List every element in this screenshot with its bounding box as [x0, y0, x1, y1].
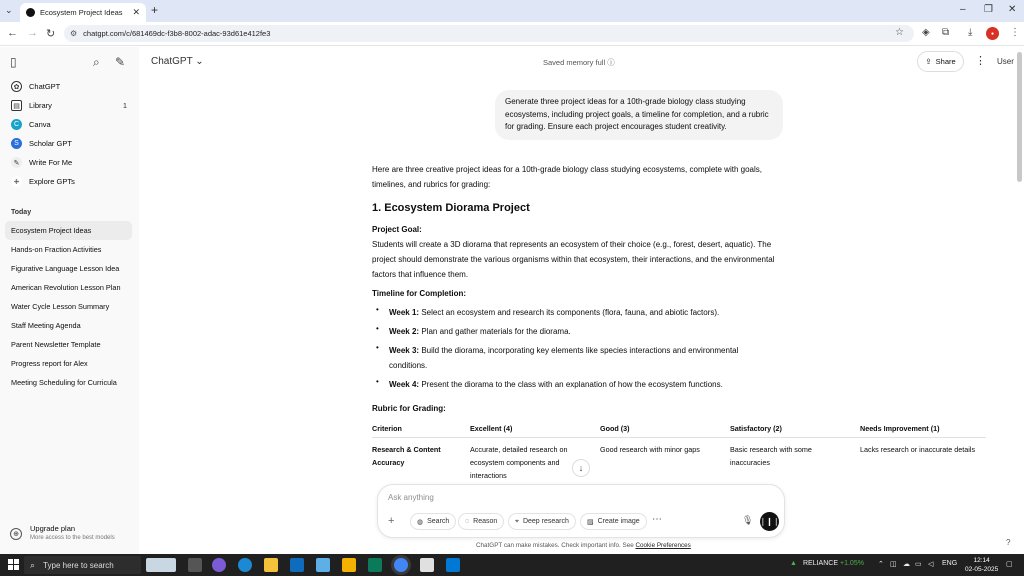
- project-heading: 1. Ecosystem Diorama Project: [372, 202, 530, 214]
- prompt-input[interactable]: Ask anything: [388, 493, 434, 502]
- search-icon: ⌕: [30, 559, 36, 570]
- forward-icon[interactable]: →: [27, 27, 38, 39]
- rubric-header: Excellent (4): [470, 424, 513, 433]
- rubric-cell: Research & Content Accuracy: [372, 445, 441, 467]
- globe-icon: ◍: [417, 518, 424, 526]
- canva-icon: C: [11, 119, 22, 130]
- sidebar-item-scholar-gpt[interactable]: [11, 138, 131, 149]
- file-explorer-icon[interactable]: [264, 558, 278, 572]
- toggle-sidebar-icon[interactable]: ▯: [10, 55, 17, 69]
- table-divider: [372, 437, 986, 438]
- upgrade-plan-button[interactable]: [10, 524, 115, 541]
- extension-icon[interactable]: ◈: [922, 27, 930, 38]
- timeline-item: [389, 305, 779, 320]
- tab-title: Ecosystem Project Ideas: [40, 8, 123, 17]
- share-button[interactable]: [917, 51, 964, 72]
- history-item[interactable]: Figurative Language Lesson Idea: [11, 264, 120, 273]
- scroll-down-button[interactable]: [572, 459, 590, 477]
- create-image-label: Create image: [597, 518, 640, 525]
- tray-app-icon[interactable]: ◫: [890, 561, 897, 568]
- create-image-button[interactable]: [580, 513, 647, 530]
- stock-name[interactable]: RELIANCE: [803, 560, 839, 567]
- timeline-item: [389, 377, 779, 392]
- close-tab-icon[interactable]: ✕: [132, 7, 140, 17]
- upgrade-subtitle: More access to the best models: [30, 535, 115, 541]
- write-icon: ✎: [11, 157, 22, 168]
- more-options-icon[interactable]: ⋮: [975, 55, 986, 67]
- restore-icon[interactable]: ❐: [984, 4, 993, 15]
- reason-button[interactable]: [458, 513, 504, 530]
- browser-tab[interactable]: [20, 3, 146, 22]
- timeline-item: [389, 324, 779, 339]
- copilot-icon[interactable]: [212, 558, 226, 572]
- stock-up-icon: ▲: [790, 560, 797, 567]
- bullet-icon: •: [376, 377, 379, 386]
- history-item[interactable]: Progress report for Alex: [11, 359, 88, 368]
- omnibox[interactable]: [64, 25, 914, 42]
- disclaimer-text: ChatGPT can make mistakes. Check important info. See: [476, 542, 634, 549]
- store-icon[interactable]: [420, 558, 434, 572]
- history-item[interactable]: Water Cycle Lesson Summary: [11, 302, 110, 311]
- minimize-icon[interactable]: –: [960, 4, 966, 15]
- arrow-down-icon: ↓: [578, 463, 584, 473]
- browser-menu-icon[interactable]: ⋮: [1010, 27, 1020, 38]
- model-name: ChatGPT: [151, 56, 193, 67]
- main-header: [139, 47, 1024, 77]
- sidebar-item-write-for-me[interactable]: [11, 157, 131, 168]
- voice-mode-button[interactable]: [760, 512, 779, 531]
- sticky-notes-icon[interactable]: [342, 558, 356, 572]
- excel-icon[interactable]: [368, 558, 382, 572]
- history-item[interactable]: Staff Meeting Agenda: [11, 321, 81, 330]
- info-icon: ⓘ: [607, 58, 615, 67]
- browser-tabbar: [0, 0, 1024, 22]
- memory-status[interactable]: [543, 57, 615, 68]
- week-label: Week 1:: [389, 308, 420, 317]
- reload-icon[interactable]: ↻: [46, 28, 56, 40]
- sidebar-item-label: Scholar GPT: [29, 139, 72, 148]
- windows-taskbar: [0, 554, 1024, 576]
- rubric-cell: Accurate, detailed research on ecosystem components and interactions: [470, 445, 568, 480]
- search-icon[interactable]: ⌕: [93, 55, 100, 69]
- notification-icon[interactable]: ▢: [1006, 561, 1013, 568]
- response-intro: Here are three creative project ideas for a 10th-grade biology class studying ecosystems, complete with goals, timelines, and rubrics for grading:: [372, 165, 762, 189]
- app-icon[interactable]: [316, 558, 330, 572]
- profile-avatar[interactable]: ●: [986, 27, 999, 40]
- user-message: Generate three project ideas for a 10th-grade biology class studying ecosystems, including project goals, a timeline for completion, and a rubric for grading. Ensure each project encourages student creativity.: [495, 90, 783, 140]
- cloud-icon[interactable]: ☁: [903, 561, 910, 568]
- back-icon[interactable]: ←: [7, 27, 18, 39]
- bullet-icon: •: [376, 324, 379, 333]
- chatgpt-favicon-icon: [26, 8, 35, 17]
- history-item[interactable]: Parent Newsletter Template: [11, 340, 101, 349]
- sidebar-item-label: ChatGPT: [29, 82, 61, 91]
- search-label: Search: [427, 518, 450, 525]
- windows-start-icon[interactable]: [8, 559, 19, 570]
- memory-text: Saved memory full: [543, 58, 606, 67]
- search-button[interactable]: [410, 513, 456, 530]
- user-label[interactable]: User: [997, 57, 1014, 66]
- rubric-header: Needs Improvement (1): [860, 424, 940, 433]
- bullet-icon: •: [376, 305, 379, 314]
- week-text: Present the diorama to the class with an explanation of how the ecosystem functions.: [421, 380, 723, 389]
- edge-icon[interactable]: [238, 558, 252, 572]
- download-icon[interactable]: ⤓: [968, 27, 973, 38]
- telescope-icon: ⌖: [515, 517, 519, 525]
- history-item[interactable]: American Revolution Lesson Plan: [11, 283, 121, 292]
- history-section-label: Today: [11, 209, 32, 216]
- sidebar-item-label: Write For Me: [29, 158, 73, 167]
- history-item[interactable]: Meeting Scheduling for Curricula: [11, 378, 117, 387]
- sidebar-item-label: Library: [29, 101, 52, 110]
- bullet-icon: •: [376, 343, 379, 352]
- disclaimer: [476, 542, 691, 549]
- history-item[interactable]: Hands-on Fraction Activities: [11, 245, 102, 254]
- lightbulb-icon: ◌: [465, 518, 470, 525]
- rubric-label: Rubric for Grading:: [372, 404, 446, 413]
- more-tools-icon[interactable]: ⋯: [652, 514, 662, 525]
- waveform-icon: ❘❙❘: [759, 517, 780, 526]
- history-item[interactable]: Ecosystem Project Ideas: [5, 221, 132, 240]
- sidebar-item-label: Explore GPTs: [29, 177, 75, 186]
- rubric-cell: Basic research with some inaccuracies: [730, 445, 812, 467]
- clock[interactable]: [965, 556, 998, 574]
- close-window-icon[interactable]: ✕: [1008, 4, 1017, 15]
- stock-change: +1.05%: [840, 560, 864, 567]
- sidebar-item-explore-gpts[interactable]: [11, 176, 131, 187]
- library-icon: ▤: [11, 100, 22, 111]
- sidebar-item-label: Canva: [29, 120, 51, 129]
- library-count: 1: [122, 101, 127, 110]
- rubric-cell: Lacks research or inaccurate details: [860, 445, 976, 454]
- rubric-header: Criterion: [372, 424, 402, 433]
- goal-label: Project Goal:: [372, 225, 422, 234]
- taskbar-search[interactable]: [24, 556, 141, 574]
- site-info-icon[interactable]: ⚙: [70, 29, 78, 38]
- volume-icon[interactable]: ◁: [928, 561, 934, 568]
- chatgpt-icon: ✿: [11, 81, 22, 92]
- week-text: Build the diorama, incorporating key elements like species interactions and environmental conditions.: [389, 346, 739, 370]
- week-text: Plan and gather materials for the diorama.: [421, 327, 571, 336]
- skype-icon[interactable]: [446, 558, 460, 572]
- grid-icon: ⁜: [11, 176, 22, 187]
- rubric-cell: Good research with minor gaps: [600, 445, 700, 454]
- week-label: Week 4:: [389, 380, 420, 389]
- share-label: Share: [935, 57, 956, 66]
- puzzle-icon[interactable]: ⧉: [942, 27, 950, 38]
- tray-chevron-icon[interactable]: ⌃: [878, 561, 884, 568]
- display-icon[interactable]: ▭: [915, 561, 922, 568]
- reason-label: Reason: [473, 518, 498, 525]
- taskbar-search-text: Type here to search: [43, 560, 114, 570]
- task-view-icon[interactable]: [188, 558, 202, 572]
- upgrade-title: Upgrade plan: [30, 524, 76, 533]
- url-text[interactable]: chatgpt.com/c/681469dc-f3b8-8002-adac-93d61e412fe3: [83, 29, 271, 38]
- model-selector[interactable]: [151, 56, 204, 67]
- deep-research-label: Deep research: [522, 518, 569, 525]
- week-label: Week 3:: [389, 346, 420, 355]
- timeline-label: Timeline for Completion:: [372, 289, 467, 298]
- address-bar-row: [0, 22, 1024, 46]
- sidebar: [0, 47, 139, 554]
- chrome-icon[interactable]: [394, 558, 408, 572]
- goal-text: Students will create a 3D diorama that represents an ecosystem of their choice (e.g., forest, desert, aquatic). The project should demonstrate the various organisms within that ecosystem, their interactions, and the environmental factors that influence them.: [372, 240, 775, 279]
- outlook-icon[interactable]: [290, 558, 304, 572]
- message-composer[interactable]: [377, 484, 785, 538]
- rubric-header: Satisfactory (2): [730, 424, 782, 433]
- language-indicator[interactable]: ENG: [942, 560, 958, 567]
- help-icon[interactable]: ?: [1006, 538, 1011, 547]
- scholar-icon: S: [11, 138, 22, 149]
- sidebar-item-canva[interactable]: [11, 119, 131, 130]
- new-tab-icon[interactable]: +: [151, 3, 159, 17]
- clock-time: 12:14: [973, 557, 990, 564]
- rubric-header: Good (3): [600, 424, 630, 433]
- share-icon: ⇪: [925, 57, 932, 66]
- chevron-down-icon: ⌄: [195, 56, 204, 67]
- timeline-item: [389, 343, 769, 373]
- sidebar-item-chatgpt[interactable]: [11, 81, 131, 92]
- add-attachment-icon[interactable]: +: [388, 515, 395, 527]
- upgrade-icon: ⊕: [10, 528, 22, 540]
- microphone-icon[interactable]: 🎙: [742, 515, 754, 525]
- sidebar-item-library[interactable]: [11, 100, 131, 111]
- week-text: Select an ecosystem and research its components (flora, fauna, and abiotic factors).: [421, 308, 720, 317]
- cookie-preferences-link[interactable]: Cookie Preferences: [635, 542, 691, 549]
- clock-date: 02-05-2025: [965, 566, 999, 573]
- tab-list-icon[interactable]: ⌄: [5, 5, 13, 15]
- week-label: Week 2:: [389, 327, 420, 336]
- widget-icon[interactable]: [146, 558, 176, 572]
- deep-research-button[interactable]: [508, 513, 576, 530]
- scrollbar[interactable]: [1017, 52, 1022, 182]
- new-chat-icon[interactable]: ✎: [115, 55, 126, 69]
- image-icon: ▨: [587, 518, 594, 526]
- bookmark-star-icon[interactable]: ☆: [895, 27, 904, 38]
